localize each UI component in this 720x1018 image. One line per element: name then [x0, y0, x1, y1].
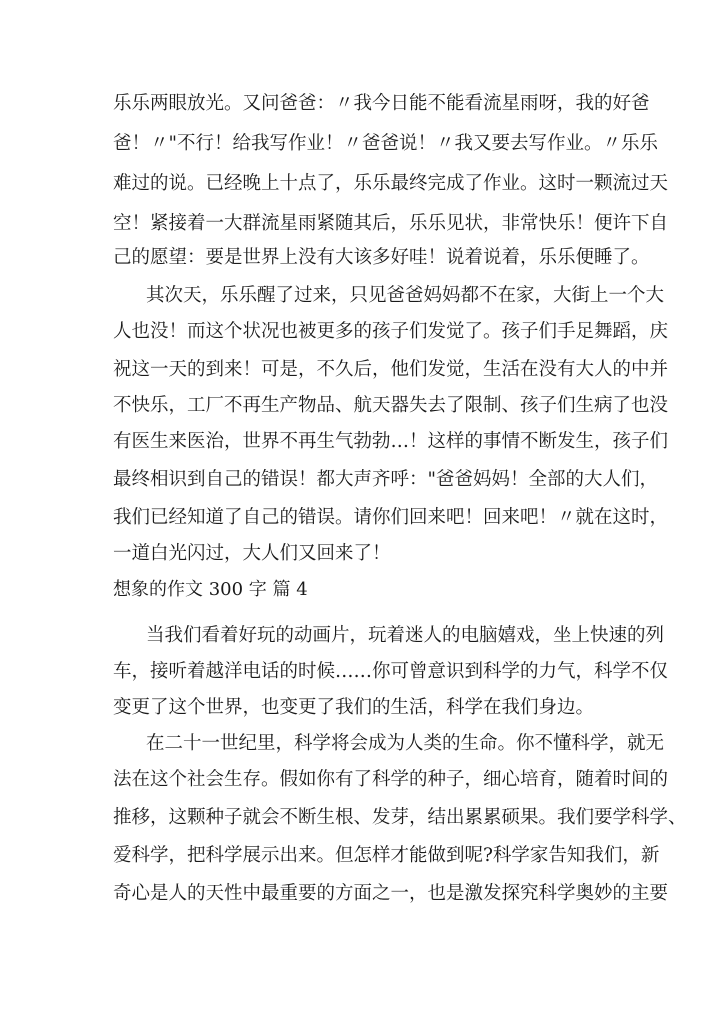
- section-heading: 想象的作文 300 字 篇 4: [113, 579, 308, 600]
- text-line: 最终相识到自己的错误！都大声齐呼："爸爸妈妈！全部的大人们，: [113, 469, 659, 490]
- text-line: 变更了这个世界，也变更了我们的生活，科学在我们身边。: [113, 697, 595, 718]
- text-line: 车，接听着越洋电话的时候……你可曾意识到科学的力气，科学不仅: [113, 661, 669, 682]
- text-line: 乐乐两眼放光。又问爸爸：〃我今日能不能看流星雨呀，我的好爸: [113, 93, 650, 114]
- text-line: 己的愿望：要是世界上没有大该多好哇！说着说着，乐乐便睡了。: [113, 247, 650, 268]
- text-line: 祝这一天的到来！可是，不久后，他们发觉，生活在没有大人的中并: [113, 359, 669, 380]
- text-line: 推移，这颗种子就会不断生根、发芽，结出累累硕果。我们要学科学、: [113, 807, 687, 828]
- text-line: 奇心是人的天性中最重要的方面之一，也是激发探究科学奥妙的主要: [113, 883, 669, 904]
- text-line: 人也没！而这个状况也被更多的孩子们发觉了。孩子们手足舞蹈，庆: [113, 321, 669, 342]
- text-line: 空！紧接着一大群流星雨紧随其后，乐乐见状，非常快乐！便许下自: [113, 213, 669, 234]
- text-line: 在二十一世纪里，科学将会成为人类的生命。你不懂科学，就无: [146, 733, 665, 754]
- text-line: 当我们看着好玩的动画片，玩着迷人的电脑嬉戏，坐上快速的列: [146, 625, 665, 646]
- text-line: 我们已经知道了自己的错误。请你们回来吧！回来吧！〃就在这时，: [113, 507, 669, 528]
- text-line: 有医生来医治，世界不再生气勃勃…！这样的事情不断发生，孩子们: [113, 431, 669, 452]
- text-line: 爱科学，把科学展示出来。但怎样才能做到呢?科学家告知我们，新: [113, 845, 660, 866]
- text-line: 不快乐，工厂不再生产物品、航天器失去了限制、孩子们生病了也没: [113, 395, 669, 416]
- text-line: 一道白光闪过，大人们又回来了！: [113, 543, 391, 564]
- text-line: 爸！〃"不行！给我写作业！〃爸爸说！〃我又要去写作业。〃乐乐: [113, 133, 659, 154]
- text-line: 难过的说。已经晚上十点了，乐乐最终完成了作业。这时一颗流过天: [113, 173, 669, 194]
- text-line: 法在这个社会生存。假如你有了科学的种子，细心培育，随着时间的: [113, 769, 669, 790]
- text-line: 其次天，乐乐醒了过来，只见爸爸妈妈都不在家，大街上一个大: [146, 285, 665, 306]
